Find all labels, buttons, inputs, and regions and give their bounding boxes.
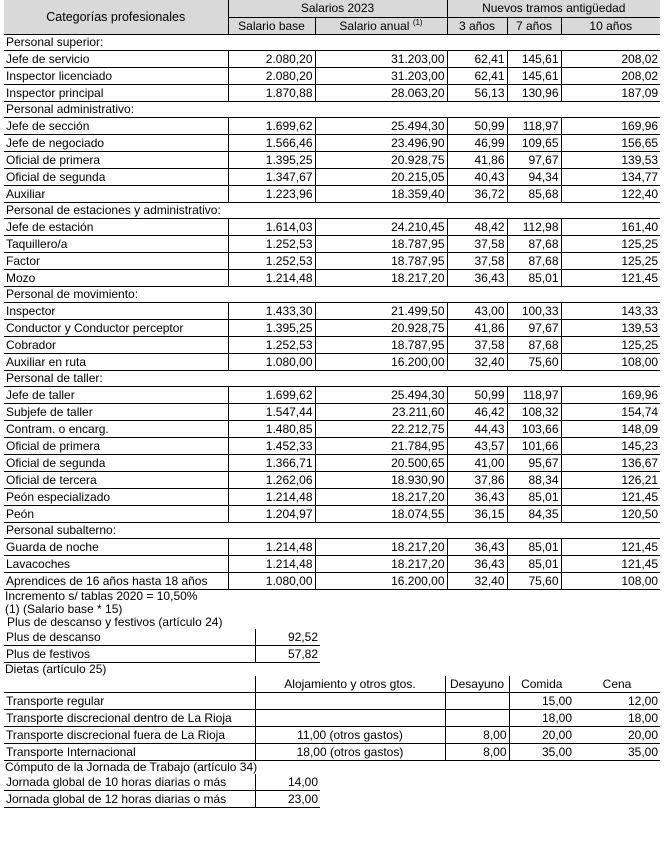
table-row <box>4 302 660 319</box>
header-10-anos: 10 años <box>561 17 660 34</box>
tramo-7-anos: 103,66 <box>507 420 561 437</box>
tramo-7-anos: 118,97 <box>507 117 561 134</box>
dietas-label: Transporte discrecional dentro de La Rioja <box>4 709 255 726</box>
section-row <box>4 370 660 386</box>
category-name: Oficial de primera <box>4 437 228 454</box>
salario-base: 1.433,30 <box>228 302 315 319</box>
tramo-10-anos: 121,45 <box>561 555 660 572</box>
salario-base: 1.214,48 <box>228 488 315 505</box>
category-name: Cobrador <box>4 336 228 353</box>
table-row <box>4 218 660 235</box>
tramo-7-anos: 84,35 <box>507 505 561 522</box>
salary-table <box>4 0 660 590</box>
table-row <box>4 151 660 168</box>
salario-base: 1.699,62 <box>228 117 315 134</box>
tramo-10-anos: 121,45 <box>561 488 660 505</box>
tramo-10-anos: 169,96 <box>561 117 660 134</box>
category-name: Jefe de servicio <box>4 50 228 67</box>
dietas-header-cena: Cena <box>574 676 660 693</box>
tramo-10-anos: 139,53 <box>561 319 660 336</box>
table-row <box>4 645 320 662</box>
table-row <box>4 235 660 252</box>
category-name: Oficial de tercera <box>4 471 228 488</box>
header-7-anos: 7 años <box>507 17 561 34</box>
dietas-label: Transporte Internacional <box>4 743 255 760</box>
category-name: Inspector licenciado <box>4 67 228 84</box>
header-salario-base: Salario base <box>228 17 315 34</box>
tramo-7-anos: 100,33 <box>507 302 561 319</box>
salario-anual: 21.499,50 <box>315 302 447 319</box>
dietas-desayuno: 8,00 <box>445 726 509 743</box>
tramo-3-anos: 37,58 <box>447 235 507 252</box>
tramo-7-anos: 101,66 <box>507 437 561 454</box>
plus-table <box>4 629 320 663</box>
salario-anual: 20.928,75 <box>315 151 447 168</box>
tramo-7-anos: 130,96 <box>507 84 561 101</box>
category-name: Oficial de segunda <box>4 168 228 185</box>
table-row <box>4 505 660 522</box>
tramo-3-anos: 48,42 <box>447 218 507 235</box>
salario-base: 1.347,67 <box>228 168 315 185</box>
dietas-cena: 20,00 <box>574 726 660 743</box>
tramo-3-anos: 44,43 <box>447 420 507 437</box>
salario-base: 1.366,71 <box>228 454 315 471</box>
tramo-3-anos: 41,86 <box>447 151 507 168</box>
salario-anual: 18.787,95 <box>315 336 447 353</box>
salario-base: 2.080,20 <box>228 50 315 67</box>
tramo-7-anos: 109,65 <box>507 134 561 151</box>
section-title: Personal de estaciones y administrativo: <box>4 202 660 218</box>
tramo-3-anos: 50,99 <box>447 117 507 134</box>
category-name: Lavacoches <box>4 555 228 572</box>
salario-base: 1.699,62 <box>228 386 315 403</box>
tramo-3-anos: 43,57 <box>447 437 507 454</box>
tramo-7-anos: 87,68 <box>507 336 561 353</box>
dietas-title: Dietas (artículo 25) <box>5 661 107 676</box>
tramo-7-anos: 94,34 <box>507 168 561 185</box>
tramo-3-anos: 36,43 <box>447 555 507 572</box>
tramo-7-anos: 85,68 <box>507 185 561 202</box>
category-name: Aprendices de 16 años hasta 18 años <box>4 572 228 589</box>
salario-base: 1.214,48 <box>228 538 315 555</box>
tramo-10-anos: 208,02 <box>561 67 660 84</box>
computo-value: 23,00 <box>255 790 320 807</box>
salario-anual: 18.787,95 <box>315 235 447 252</box>
salario-anual: 21.784,95 <box>315 437 447 454</box>
tramo-10-anos: 148,09 <box>561 420 660 437</box>
category-name: Inspector principal <box>4 84 228 101</box>
salario-anual: 25.494,30 <box>315 386 447 403</box>
salario-base: 1.395,25 <box>228 319 315 336</box>
tramo-10-anos: 169,96 <box>561 386 660 403</box>
tramo-10-anos: 125,25 <box>561 235 660 252</box>
category-name: Inspector <box>4 302 228 319</box>
tramo-7-anos: 88,34 <box>507 471 561 488</box>
dietas-comida: 35,00 <box>509 743 574 760</box>
table-row <box>4 538 660 555</box>
tramo-10-anos: 136,67 <box>561 454 660 471</box>
category-name: Mozo <box>4 269 228 286</box>
table-row <box>4 134 660 151</box>
category-name: Subjefe de taller <box>4 403 228 420</box>
category-name: Auxiliar en ruta <box>4 353 228 370</box>
salario-anual: 16.200,00 <box>315 353 447 370</box>
table-row <box>4 168 660 185</box>
tramo-10-anos: 139,53 <box>561 151 660 168</box>
salario-base: 1.452,33 <box>228 437 315 454</box>
table-row <box>4 726 660 743</box>
table-row <box>4 437 660 454</box>
tramo-7-anos: 145,61 <box>507 50 561 67</box>
salario-anual: 31.203,00 <box>315 67 447 84</box>
tramo-7-anos: 85,01 <box>507 538 561 555</box>
dietas-alojamiento <box>255 709 445 726</box>
dietas-header-blank <box>4 676 255 693</box>
plus-label: Plus de descanso <box>4 629 255 646</box>
header-salario-anual: Salario anual $^{(1)}$ <box>315 17 447 34</box>
tramo-10-anos: 145,23 <box>561 437 660 454</box>
tramo-7-anos: 95,67 <box>507 454 561 471</box>
tramo-3-anos: 62,41 <box>447 67 507 84</box>
increment-note: Incremento s/ tablas 2020 = 10,50% <box>5 588 198 603</box>
header-nuevos-tramos: Nuevos tramos antigüedad <box>447 0 660 17</box>
salario-base: 1.080,00 <box>228 572 315 589</box>
computo-title: Cómputo de la Jornada de Trabajo (artículo 34) <box>5 759 258 774</box>
section-row <box>4 522 660 538</box>
tramo-3-anos: 36,43 <box>447 269 507 286</box>
dietas-header-row <box>4 676 660 693</box>
dietas-desayuno: 8,00 <box>445 743 509 760</box>
plus-title: Plus de descanso y festivos (artículo 24) <box>7 614 223 629</box>
section-row <box>4 101 660 117</box>
dietas-cena: 35,00 <box>574 743 660 760</box>
tramo-10-anos: 156,65 <box>561 134 660 151</box>
dietas-alojamiento: 18,00 (otros gastos) <box>255 743 445 760</box>
table-row <box>4 709 660 726</box>
section-row <box>4 34 660 50</box>
category-name: Jefe de taller <box>4 386 228 403</box>
salario-base: 2.080,20 <box>228 67 315 84</box>
computo-label: Jornada global de 12 horas diarias o más <box>4 790 255 807</box>
tramo-7-anos: 145,61 <box>507 67 561 84</box>
salary-document <box>4 0 662 808</box>
salario-base: 1.262,06 <box>228 471 315 488</box>
tramo-7-anos: 75,60 <box>507 353 561 370</box>
table-row <box>4 572 660 589</box>
salario-anual: 18.217,20 <box>315 269 447 286</box>
dietas-label: Transporte regular <box>4 692 255 709</box>
tramo-10-anos: 161,40 <box>561 218 660 235</box>
section-title: Personal de taller: <box>4 370 660 386</box>
table-row <box>4 67 660 84</box>
section-title: Personal superior: <box>4 34 660 50</box>
dietas-comida: 20,00 <box>509 726 574 743</box>
tramo-10-anos: 154,74 <box>561 403 660 420</box>
tramo-3-anos: 36,15 <box>447 505 507 522</box>
salario-base: 1.214,48 <box>228 555 315 572</box>
salario-base: 1.223,96 <box>228 185 315 202</box>
salario-anual: 22.212,75 <box>315 420 447 437</box>
salario-anual: 18.074,55 <box>315 505 447 522</box>
tramo-10-anos: 122,40 <box>561 185 660 202</box>
salario-anual: 24.210,45 <box>315 218 447 235</box>
salario-base: 1.214,48 <box>228 269 315 286</box>
salario-anual: 20.500,65 <box>315 454 447 471</box>
tramo-7-anos: 85,01 <box>507 488 561 505</box>
header-category: Categorías profesionales <box>4 0 228 34</box>
tramo-10-anos: 143,33 <box>561 302 660 319</box>
tramo-3-anos: 50,99 <box>447 386 507 403</box>
table-row <box>4 269 660 286</box>
dietas-header-comida: Comida <box>509 676 574 693</box>
category-name: Oficial de primera <box>4 151 228 168</box>
category-name: Auxiliar <box>4 185 228 202</box>
plus-label: Plus de festivos <box>4 645 255 662</box>
dietas-comida: 18,00 <box>509 709 574 726</box>
salario-base: 1.614,03 <box>228 218 315 235</box>
salario-anual: 28.063,20 <box>315 84 447 101</box>
salario-anual: 20.215,05 <box>315 168 447 185</box>
dietas-cena: 18,00 <box>574 709 660 726</box>
salario-base: 1.080,00 <box>228 353 315 370</box>
table-row <box>4 743 660 760</box>
salario-base: 1.566,46 <box>228 134 315 151</box>
dietas-label: Transporte discrecional fuera de La Rioja <box>4 726 255 743</box>
tramo-3-anos: 37,86 <box>447 471 507 488</box>
category-name: Oficial de segunda <box>4 454 228 471</box>
tramo-3-anos: 46,99 <box>447 134 507 151</box>
category-name: Taquillero/a <box>4 235 228 252</box>
tramo-3-anos: 32,40 <box>447 572 507 589</box>
salario-anual: 18.217,20 <box>315 538 447 555</box>
dietas-table <box>4 676 660 761</box>
tramo-10-anos: 108,00 <box>561 353 660 370</box>
salario-base: 1.870,88 <box>228 84 315 101</box>
section-title: Personal de movimiento: <box>4 286 660 302</box>
tramo-3-anos: 56,13 <box>447 84 507 101</box>
category-name: Guarda de noche <box>4 538 228 555</box>
table-row <box>4 185 660 202</box>
category-name: Conductor y Conductor perceptor <box>4 319 228 336</box>
tramo-3-anos: 32,40 <box>447 353 507 370</box>
header-salarios-2023: Salarios 2023 <box>228 0 447 17</box>
salario-base: 1.252,53 <box>228 336 315 353</box>
dietas-alojamiento: 11,00 (otros gastos) <box>255 726 445 743</box>
tramo-3-anos: 43,00 <box>447 302 507 319</box>
tramo-10-anos: 134,77 <box>561 168 660 185</box>
category-name: Jefe de negociado <box>4 134 228 151</box>
table-row <box>4 692 660 709</box>
dietas-header-alojamiento: Alojamiento y otros gtos. <box>255 676 445 693</box>
tramo-7-anos: 87,68 <box>507 235 561 252</box>
salario-anual: 16.200,00 <box>315 572 447 589</box>
salario-anual: 18.359,40 <box>315 185 447 202</box>
tramo-10-anos: 208,02 <box>561 50 660 67</box>
salario-base: 1.480,85 <box>228 420 315 437</box>
dietas-comida: 15,00 <box>509 692 574 709</box>
tramo-3-anos: 37,58 <box>447 252 507 269</box>
computo-value: 14,00 <box>255 774 320 791</box>
tramo-10-anos: 121,45 <box>561 269 660 286</box>
tramo-7-anos: 75,60 <box>507 572 561 589</box>
table-row <box>4 420 660 437</box>
tramo-7-anos: 85,01 <box>507 269 561 286</box>
footnote: (1) (Salario base * 15) <box>5 601 123 616</box>
category-name: Jefe de sección <box>4 117 228 134</box>
salario-base: 1.252,53 <box>228 252 315 269</box>
tramo-7-anos: 97,67 <box>507 319 561 336</box>
tramo-10-anos: 120,50 <box>561 505 660 522</box>
table-row <box>4 555 660 572</box>
tramo-7-anos: 87,68 <box>507 252 561 269</box>
tramo-3-anos: 41,00 <box>447 454 507 471</box>
dietas-header-desayuno: Desayuno <box>445 676 509 693</box>
section-row <box>4 286 660 302</box>
table-row <box>4 336 660 353</box>
dietas-cena: 12,00 <box>574 692 660 709</box>
header-3-anos: 3 años <box>447 17 507 34</box>
table-row <box>4 117 660 134</box>
tramo-3-anos: 36,43 <box>447 488 507 505</box>
tramo-3-anos: 36,43 <box>447 538 507 555</box>
table-row <box>4 50 660 67</box>
dietas-desayuno <box>445 692 509 709</box>
salario-base: 1.395,25 <box>228 151 315 168</box>
table-row <box>4 774 320 791</box>
tramo-10-anos: 125,25 <box>561 336 660 353</box>
tramo-3-anos: 46,42 <box>447 403 507 420</box>
salario-base: 1.252,53 <box>228 235 315 252</box>
section-row <box>4 202 660 218</box>
tramo-10-anos: 108,00 <box>561 572 660 589</box>
table-row <box>4 353 660 370</box>
dietas-alojamiento <box>255 692 445 709</box>
table-row <box>4 629 320 646</box>
tramo-7-anos: 97,67 <box>507 151 561 168</box>
salario-anual: 25.494,30 <box>315 117 447 134</box>
category-name: Peón especializado <box>4 488 228 505</box>
tramo-7-anos: 108,32 <box>507 403 561 420</box>
salario-anual: 18.217,20 <box>315 488 447 505</box>
tramo-3-anos: 62,41 <box>447 50 507 67</box>
tramo-7-anos: 118,97 <box>507 386 561 403</box>
salario-anual: 23.211,60 <box>315 403 447 420</box>
salario-anual: 20.928,75 <box>315 319 447 336</box>
salario-anual: 18.930,90 <box>315 471 447 488</box>
table-row <box>4 84 660 101</box>
tramo-10-anos: 125,25 <box>561 252 660 269</box>
table-row <box>4 454 660 471</box>
table-row <box>4 386 660 403</box>
category-name: Peón <box>4 505 228 522</box>
table-row <box>4 252 660 269</box>
category-name: Contram. o encarg. <box>4 420 228 437</box>
section-title: Personal subalterno: <box>4 522 660 538</box>
table-row <box>4 319 660 336</box>
table-row <box>4 471 660 488</box>
plus-value: 92,52 <box>255 629 320 646</box>
table-row <box>4 488 660 505</box>
tramo-3-anos: 37,58 <box>447 336 507 353</box>
salario-base: 1.204,97 <box>228 505 315 522</box>
plus-value: 57,82 <box>255 645 320 662</box>
salario-base: 1.547,44 <box>228 403 315 420</box>
salario-anual: 31.203,00 <box>315 50 447 67</box>
section-title: Personal administrativo: <box>4 101 660 117</box>
computo-table <box>4 774 320 808</box>
salario-anual: 23.496,90 <box>315 134 447 151</box>
tramo-3-anos: 36,72 <box>447 185 507 202</box>
tramo-10-anos: 121,45 <box>561 538 660 555</box>
tramo-7-anos: 85,01 <box>507 555 561 572</box>
tramo-10-anos: 187,09 <box>561 84 660 101</box>
category-name: Factor <box>4 252 228 269</box>
computo-label: Jornada global de 10 horas diarias o más <box>4 774 255 791</box>
salario-anual: 18.217,20 <box>315 555 447 572</box>
table-row <box>4 403 660 420</box>
tramo-7-anos: 112,98 <box>507 218 561 235</box>
category-name: Jefe de estación <box>4 218 228 235</box>
salario-anual: 18.787,95 <box>315 252 447 269</box>
dietas-desayuno <box>445 709 509 726</box>
tramo-3-anos: 40,43 <box>447 168 507 185</box>
tramo-10-anos: 126,21 <box>561 471 660 488</box>
tramo-3-anos: 41,86 <box>447 319 507 336</box>
table-row <box>4 790 320 807</box>
